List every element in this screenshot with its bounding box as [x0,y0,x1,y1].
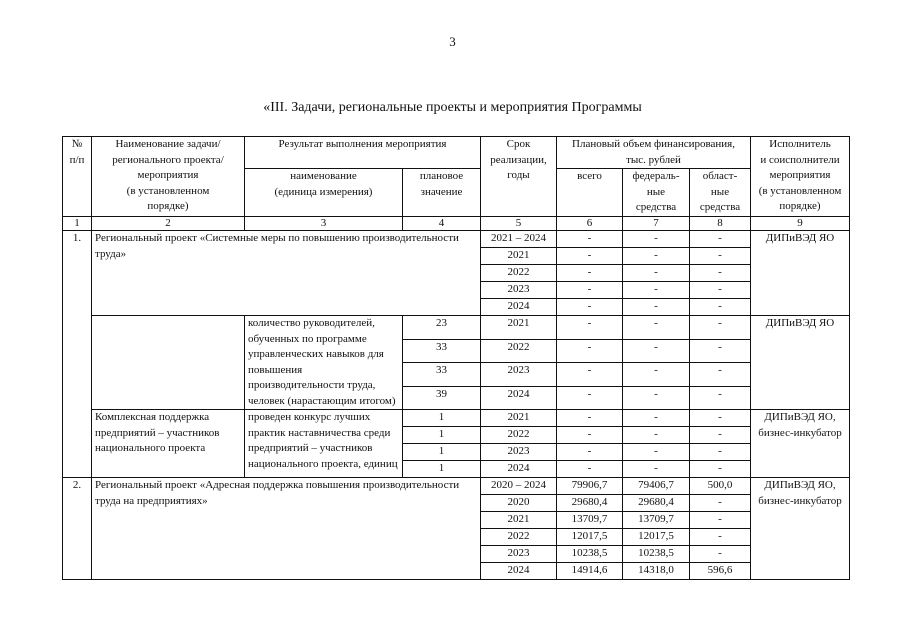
year-cell: 2023 [481,363,557,387]
total-cell: 12017,5 [557,529,623,546]
plan-value: 33 [403,363,481,387]
regional-cell: - [690,410,751,427]
plan-value: 1 [403,461,481,478]
regional-cell: - [690,265,751,282]
federal-cell: - [623,410,690,427]
federal-cell: - [623,363,690,387]
regional-cell: - [690,386,751,410]
executor-cell: ДИПиВЭД ЯО, бизнес-инкубатор [751,478,850,580]
regional-cell: - [690,316,751,340]
col-number: 7 [623,217,690,231]
executor-cell: ДИПиВЭД ЯО [751,231,850,316]
year-cell: 2024 [481,299,557,316]
total-cell: - [557,461,623,478]
program-table [62,136,850,580]
header-funding: Плановый объем финансирования, тыс. рублей [557,137,751,169]
col-number: 8 [690,217,751,231]
year-cell: 2021 [481,316,557,340]
federal-cell: 13709,7 [623,512,690,529]
page-number: 3 [449,34,456,49]
total-cell: - [557,248,623,265]
total-cell: - [557,265,623,282]
project-title: Региональный проект «Системные меры по повышению производительности труда» [92,231,481,316]
regional-cell: - [690,529,751,546]
regional-cell: - [690,231,751,248]
federal-cell: - [623,248,690,265]
section-heading: «III. Задачи, региональные проекты и мероприятия Программы [263,100,642,115]
total-cell: 79906,7 [557,478,623,495]
regional-cell: - [690,248,751,265]
year-cell: 2022 [481,339,557,363]
year-cell: 2021 [481,512,557,529]
total-cell: 10238,5 [557,546,623,563]
col-number: 4 [403,217,481,231]
col-number: 1 [63,217,92,231]
regional-cell: - [690,444,751,461]
executor-cell: ДИПиВЭД ЯО [751,316,850,410]
year-cell: 2024 [481,386,557,410]
header-regional: област- ные средства [690,169,751,217]
col-number: 3 [245,217,403,231]
col-number: 5 [481,217,557,231]
plan-value: 39 [403,386,481,410]
total-cell: - [557,282,623,299]
regional-cell: - [690,282,751,299]
regional-cell: - [690,427,751,444]
year-cell: 2024 [481,563,557,580]
regional-cell: - [690,299,751,316]
year-cell: 2021 – 2024 [481,231,557,248]
federal-cell: - [623,444,690,461]
year-cell: 2022 [481,265,557,282]
result-name: количество руководителей, обученных по программе управленческих навыков для повышения производительности труда, человек (нарастающим итогом) [245,316,403,410]
total-cell: 14914,6 [557,563,623,580]
header-num: № п/п [63,137,92,217]
federal-cell: - [623,282,690,299]
total-cell: - [557,231,623,248]
plan-value: 1 [403,444,481,461]
project-title: Региональный проект «Адресная поддержка повышения производительности труда на предприятиях» [92,478,481,580]
year-cell: 2023 [481,546,557,563]
activity-result: проведен конкурс лучших практик наставничества среди предприятий – участников национального проекта, единиц [245,410,403,478]
federal-cell: - [623,316,690,340]
executor-cell: ДИПиВЭД ЯО, бизнес-инкубатор [751,410,850,478]
header-result-value: плановое значение [403,169,481,217]
year-cell: 2023 [481,282,557,299]
section-number: 2. [63,478,92,580]
federal-cell: - [623,461,690,478]
plan-value: 23 [403,316,481,340]
year-cell: 2022 [481,529,557,546]
regional-cell: - [690,546,751,563]
year-cell: 2020 [481,495,557,512]
federal-cell: 14318,0 [623,563,690,580]
col-number: 2 [92,217,245,231]
federal-cell: 12017,5 [623,529,690,546]
table-row [63,478,850,495]
regional-cell: 500,0 [690,478,751,495]
year-cell: 2023 [481,444,557,461]
total-cell: - [557,363,623,387]
year-cell: 2022 [481,427,557,444]
table-row [63,410,850,427]
federal-cell: - [623,427,690,444]
federal-cell: - [623,386,690,410]
total-cell: - [557,386,623,410]
plan-value: 1 [403,427,481,444]
plan-value: 1 [403,410,481,427]
regional-cell: - [690,461,751,478]
header-result-name: наименование (единица измерения) [245,169,403,217]
total-cell: - [557,299,623,316]
total-cell: - [557,339,623,363]
col-number: 6 [557,217,623,231]
regional-cell: - [690,339,751,363]
total-cell: - [557,316,623,340]
federal-cell: - [623,265,690,282]
regional-cell: 596,6 [690,563,751,580]
header-federal: федераль- ные средства [623,169,690,217]
header-task-name: Наименование задачи/ регионального проекта/ мероприятия (в установленном порядке) [92,137,245,217]
table-row [63,316,850,340]
federal-cell: 29680,4 [623,495,690,512]
table-row [63,231,850,248]
regional-cell: - [690,363,751,387]
total-cell: 13709,7 [557,512,623,529]
regional-cell: - [690,495,751,512]
plan-value: 33 [403,339,481,363]
year-cell: 2021 [481,410,557,427]
federal-cell: - [623,339,690,363]
total-cell: - [557,444,623,461]
blank-cell [92,316,245,410]
federal-cell: 79406,7 [623,478,690,495]
federal-cell: 10238,5 [623,546,690,563]
col-number: 9 [751,217,850,231]
federal-cell: - [623,231,690,248]
header-executor: Исполнитель и соисполнители мероприятия (в установленном порядке) [751,137,850,217]
year-cell: 2020 – 2024 [481,478,557,495]
header-total: всего [557,169,623,217]
year-cell: 2021 [481,248,557,265]
year-cell: 2024 [481,461,557,478]
federal-cell: - [623,299,690,316]
regional-cell: - [690,512,751,529]
total-cell: - [557,427,623,444]
activity-name: Комплексная поддержка предприятий – участников национального проекта [92,410,245,478]
total-cell: - [557,410,623,427]
section-number: 1. [63,231,92,478]
header-result: Результат выполнения мероприятия [245,137,481,169]
header-term: Срок реализации, годы [481,137,557,217]
total-cell: 29680,4 [557,495,623,512]
